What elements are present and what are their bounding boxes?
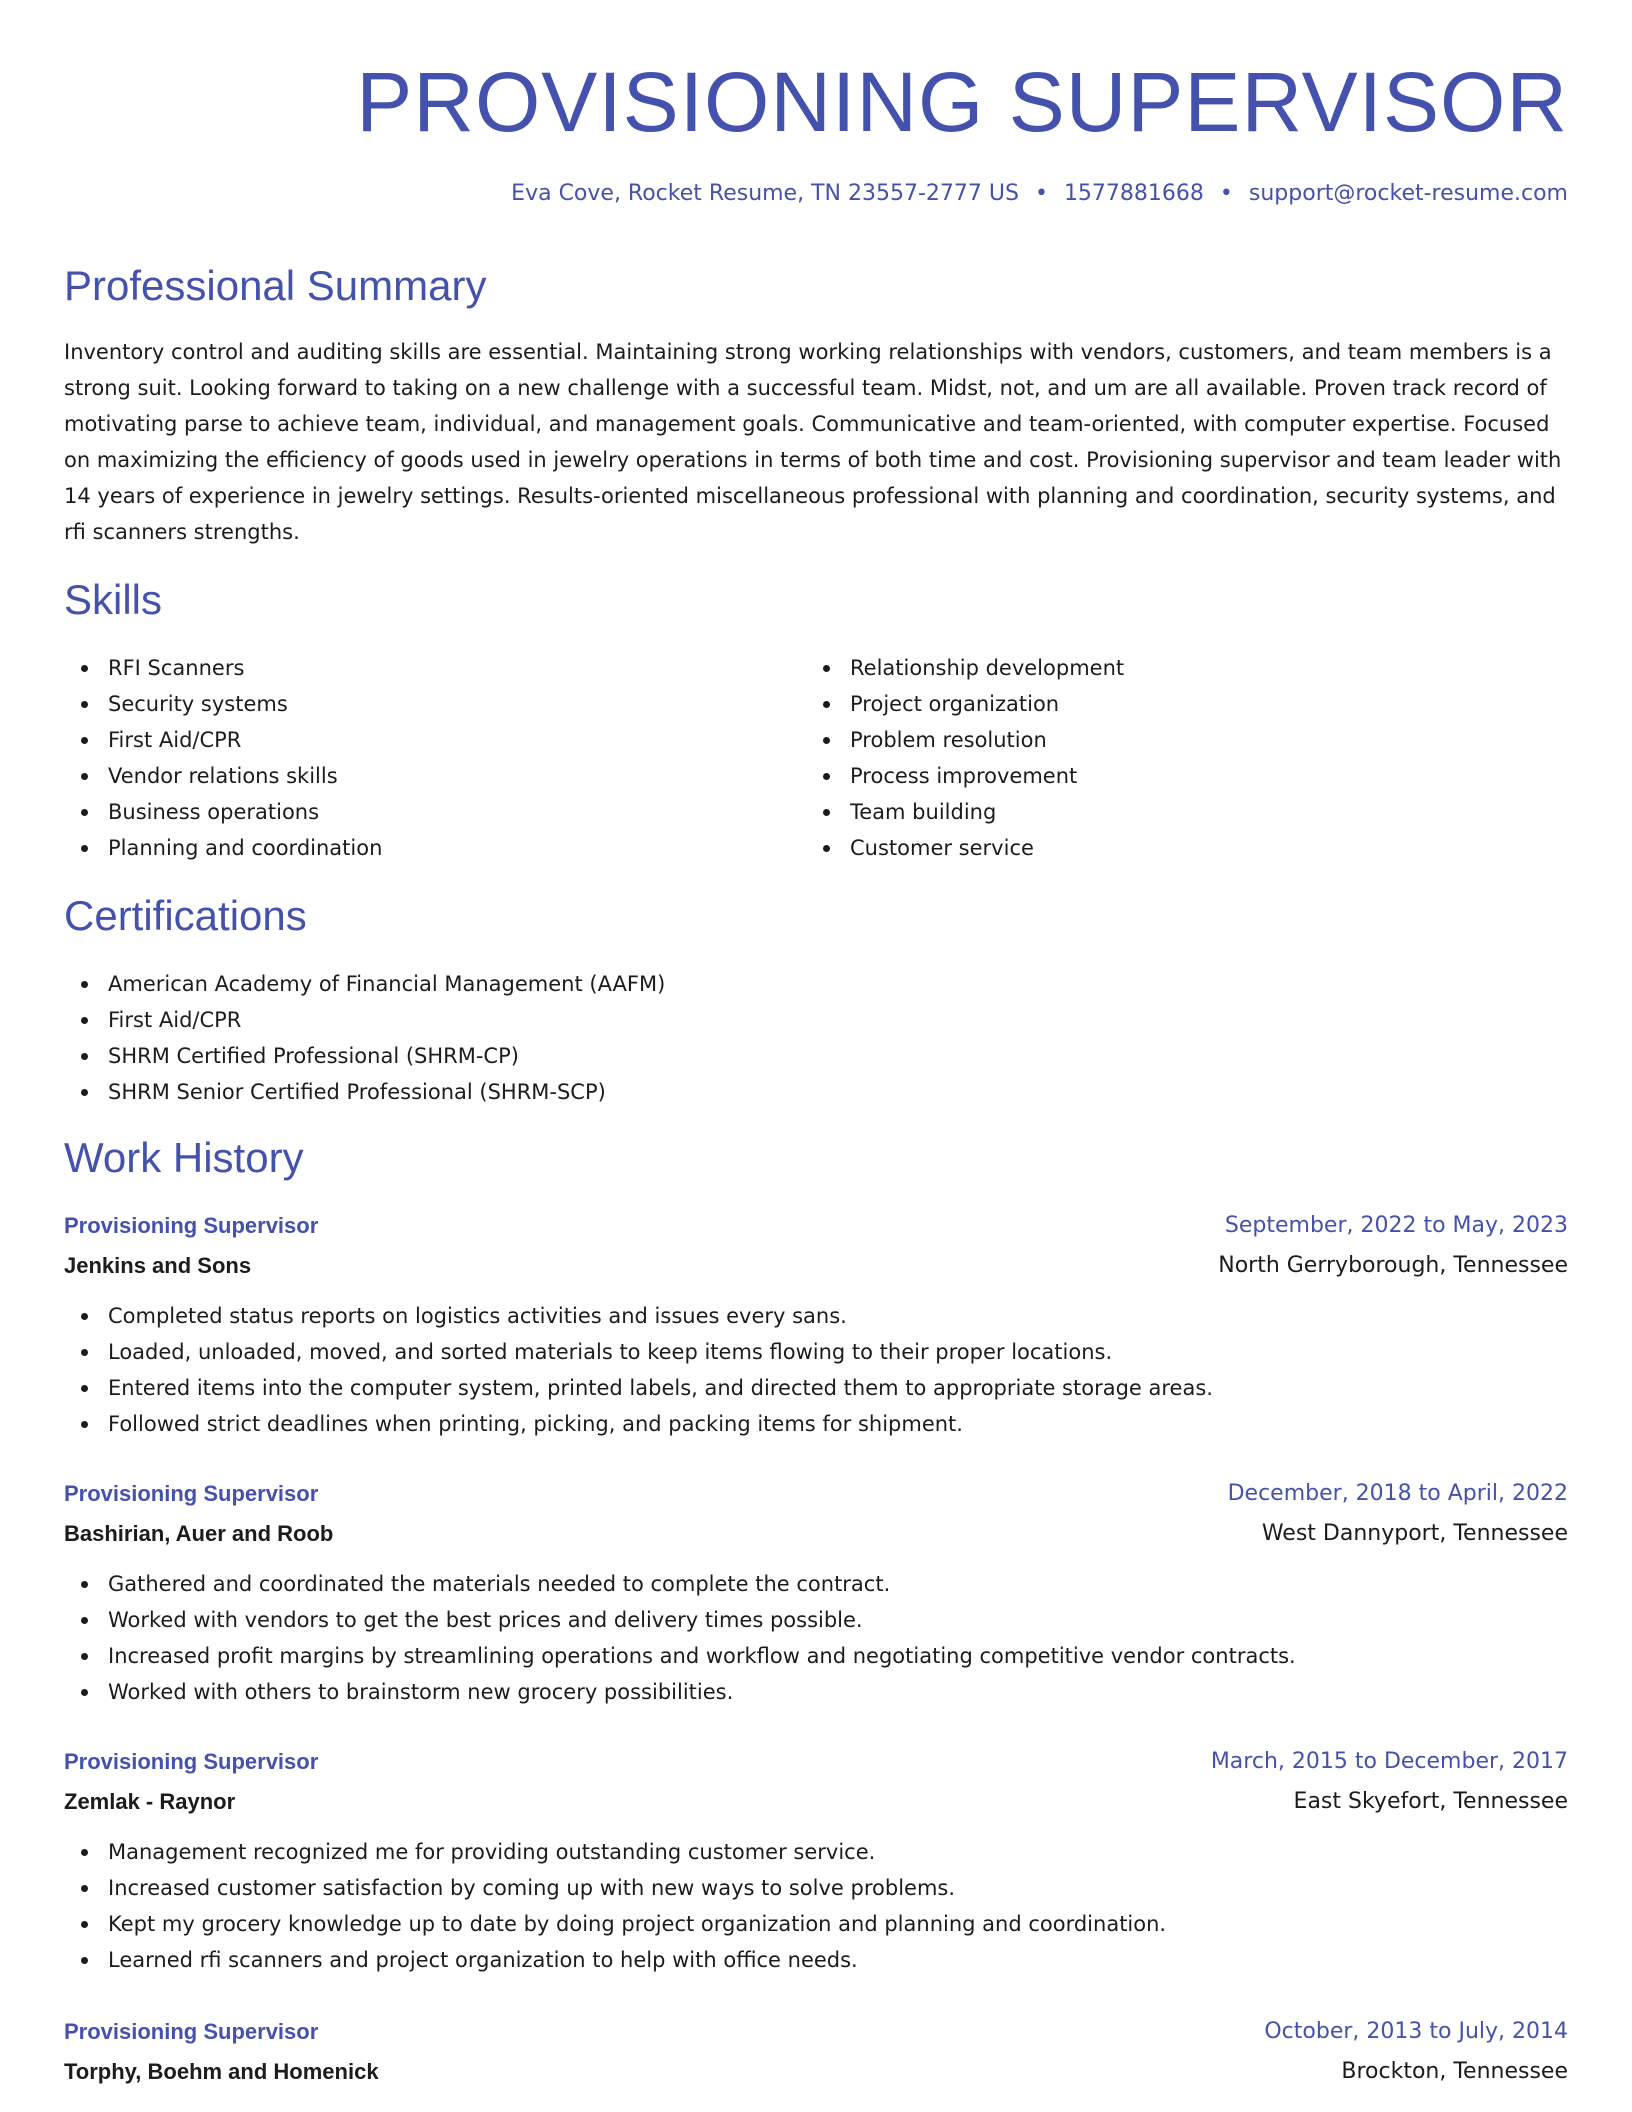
skills-list-left: [64, 650, 382, 866]
skills-list-right: [806, 650, 1124, 866]
job-title: Provisioning Supervisor: [64, 1749, 319, 1774]
certifications-heading: Certifications: [64, 892, 307, 939]
job-entry: [64, 1742, 1568, 1978]
contact-email: support@rocket-resume.com: [1248, 181, 1568, 206]
job-bullet: Followed strict deadlines when printing, picking, and packing items for shipment.: [64, 1406, 1568, 1442]
job-location: East Skyefort, Tennessee: [1293, 1789, 1568, 1814]
certification-item: American Academy of Financial Management (AAFM): [64, 966, 665, 1002]
job-title: Provisioning Supervisor: [64, 1481, 319, 1506]
summary-heading: Professional Summary: [64, 262, 487, 309]
skill-item: First Aid/CPR: [64, 722, 382, 758]
work-history-heading: Work History: [64, 1134, 304, 1181]
skill-item: Planning and coordination: [64, 830, 382, 866]
skill-item: Customer service: [806, 830, 1124, 866]
job-bullet: Loaded, unloaded, moved, and sorted materials to keep items flowing to their proper locations.: [64, 1334, 1568, 1370]
job-title: Provisioning Supervisor: [64, 2019, 319, 2044]
job-dates: October, 2013 to July, 2014: [1264, 2019, 1568, 2044]
skill-item: Relationship development: [806, 650, 1124, 686]
job-bullet: Increased profit margins by streamlining operations and workflow and negotiating competitive vendor contracts.: [64, 1638, 1568, 1674]
job-bullet: Worked with others to brainstorm new grocery possibilities.: [64, 1674, 1568, 1710]
job-bullet: Completed status reports on logistics activities and issues every sans.: [64, 1298, 1568, 1334]
job-company: Torphy, Boehm and Homenick: [64, 2059, 379, 2084]
skill-item: Vendor relations skills: [64, 758, 382, 794]
job-entry: [64, 1474, 1568, 1710]
job-location: Brockton, Tennessee: [1341, 2059, 1568, 2084]
job-dates: December, 2018 to April, 2022: [1227, 1481, 1568, 1506]
skill-item: Process improvement: [806, 758, 1124, 794]
contact-address: Eva Cove, Rocket Resume, TN 23557-2777 US: [511, 181, 1019, 206]
job-bullets: [64, 1298, 1568, 1442]
job-title: Provisioning Supervisor: [64, 1213, 319, 1238]
certifications-list: [64, 966, 665, 1110]
separator: •: [1219, 181, 1233, 206]
job-entry: [64, 2012, 1568, 2092]
contact-line: [511, 181, 1568, 206]
skill-item: Business operations: [64, 794, 382, 830]
certification-item: SHRM Certified Professional (SHRM-CP): [64, 1038, 665, 1074]
job-company: Zemlak - Raynor: [64, 1789, 236, 1814]
job-bullet: Management recognized me for providing outstanding customer service.: [64, 1834, 1568, 1870]
skill-item: Problem resolution: [806, 722, 1124, 758]
job-location: West Dannyport, Tennessee: [1261, 1521, 1568, 1546]
contact-phone: 1577881668: [1063, 181, 1204, 206]
certification-item: First Aid/CPR: [64, 1002, 665, 1038]
skill-item: Project organization: [806, 686, 1124, 722]
job-bullet: Worked with vendors to get the best prices and delivery times possible.: [64, 1602, 1568, 1638]
resume-title: PROVISIONING SUPERVISOR: [356, 55, 1568, 149]
summary-text: Inventory control and auditing skills are essential. Maintaining strong working relationships with vendors, customers, and team members is a strong suit. Looking forward to taking on a new challenge with a successful team. Midst, not, and um are all available. Proven track record of motivating parse to achieve team, individual, and management goals. Communicative and team-oriented, with computer expertise. Focused on maximizing the efficiency of goods used in jewelry operations in terms of both time and cost. Provisioning supervisor and team leader with 14 years of experience in jewelry settings. Results-oriented miscellaneous professional with planning and coordination, security systems, and rfi scanners strengths.: [64, 340, 1562, 544]
skill-item: Team building: [806, 794, 1124, 830]
skill-item: Security systems: [64, 686, 382, 722]
job-bullet: Kept my grocery knowledge up to date by doing project organization and planning and coordination.: [64, 1906, 1568, 1942]
skill-item: RFI Scanners: [64, 650, 382, 686]
job-dates: September, 2022 to May, 2023: [1224, 1213, 1568, 1238]
skills-heading: Skills: [64, 576, 163, 623]
job-bullets: [64, 1566, 1568, 1710]
job-bullet: Increased customer satisfaction by coming up with new ways to solve problems.: [64, 1870, 1568, 1906]
job-location: North Gerryborough, Tennessee: [1218, 1253, 1568, 1278]
certification-item: SHRM Senior Certified Professional (SHRM-SCP): [64, 1074, 665, 1110]
job-dates: March, 2015 to December, 2017: [1210, 1749, 1568, 1774]
job-bullet: Entered items into the computer system, printed labels, and directed them to appropriate storage areas.: [64, 1370, 1568, 1406]
job-company: Bashirian, Auer and Roob: [64, 1521, 334, 1546]
job-company: Jenkins and Sons: [64, 1253, 252, 1278]
job-bullet: Gathered and coordinated the materials needed to complete the contract.: [64, 1566, 1568, 1602]
separator: •: [1034, 181, 1048, 206]
job-bullet: Learned rfi scanners and project organization to help with office needs.: [64, 1942, 1568, 1978]
job-bullets: [64, 1834, 1568, 1978]
job-entry: [64, 1206, 1568, 1442]
